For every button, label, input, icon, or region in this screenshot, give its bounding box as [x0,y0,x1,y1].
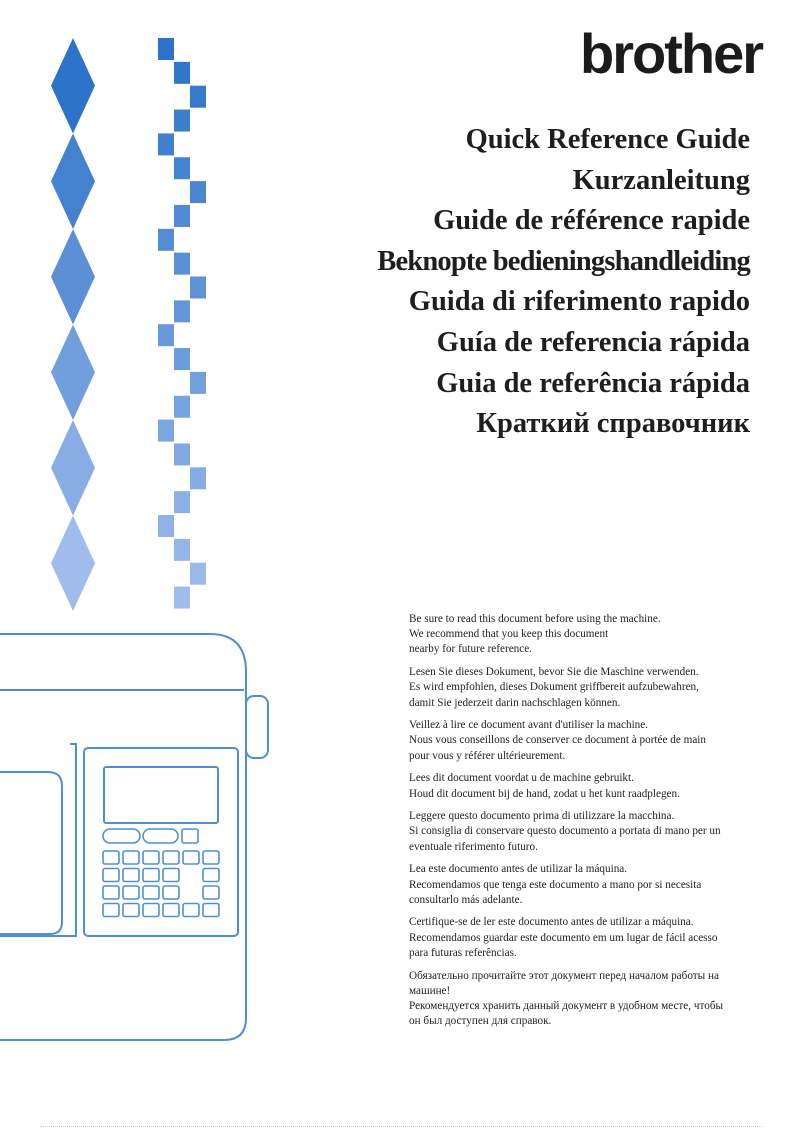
note-line: We recommend that you keep this document [409,628,609,641]
note-line: Veillez à lire ce document avant d'utiliser la machine. [409,719,649,732]
note-line: Nous vous conseillons de conserver ce document à portée de main [409,734,706,747]
panel-buttons [103,829,219,917]
panel-button-oval [143,829,178,843]
title-english: Quick Reference Guide [465,124,750,155]
machine-body-outline [0,634,246,1040]
diamond-shape [51,325,95,421]
panel-button [183,904,199,917]
note-english [409,612,759,658]
note-dutch [409,771,759,801]
square-shape [174,62,190,84]
note-line: Es wird empfohlen, dieses Dokument griffbereit aufzubewahren, [409,681,699,694]
note-line: damit Sie jederzeit darin nachschlagen können. [409,696,621,709]
note-line: Lees dit document voordat u de machine gebruikt. [409,772,634,785]
panel-button [163,851,179,864]
note-line: Lesen Sie dieses Dokument, bevor Sie die Maschine verwenden. [409,666,699,679]
square-shape [190,563,206,585]
note-italian [409,809,759,855]
panel-button-oval [103,829,140,843]
usage-notes [409,612,759,1037]
title-spanish: Guía de referencia rápida [436,326,750,358]
panel-button [163,904,179,917]
square-shape [174,157,190,179]
square-shape [158,133,174,155]
note-line: машине! [409,984,451,997]
panel-button [103,886,119,899]
panel-button [143,886,159,899]
note-line: Recomendamos que tenga este documento a mano por si necesita [409,878,702,891]
square-shape [158,420,174,442]
bottom-rule [40,1126,762,1127]
square-shape [190,467,206,489]
panel-button [203,904,219,917]
note-line: Lea este documento antes de utilizar la máquina. [409,863,628,876]
panel-button [103,869,119,882]
note-line: Recomendamos guardar este documento em um lugar de fácil acesso [409,931,718,944]
note-line: Leggere questo documento prima di utilizzare la macchina. [409,810,675,823]
panel-button [143,851,159,864]
panel-button [183,851,199,864]
title-french: Guide de référence rapide [433,205,750,237]
title-russian: Краткий справочник [476,408,750,440]
square-shape [190,372,206,394]
square-pattern [158,38,206,609]
panel-button [123,904,139,917]
diamond-shape [51,134,95,230]
panel-button [182,829,198,843]
note-line: consultarlo más adelante. [409,893,523,906]
note-spanish [409,862,759,908]
panel-button [203,869,219,882]
square-shape [190,277,206,299]
note-line: Be sure to read this document before using the machine. [409,613,661,625]
diamond-shape [51,516,95,612]
note-line: eventuale riferimento futuro. [409,840,538,853]
square-shape [174,491,190,513]
note-line: Обязательно прочитайте этот документ перед началом работы на [409,969,719,982]
square-shape [174,253,190,275]
square-shape [174,539,190,561]
diamond-shape [51,38,95,134]
panel-button [143,904,159,917]
diamond-pattern [51,38,95,611]
sewing-machine-outline [0,634,268,1040]
panel-button [203,851,219,864]
diamond-shape [51,420,95,516]
panel-button [123,886,139,899]
title-italian: Guida di riferimento rapido [408,286,750,318]
note-russian [409,969,759,1030]
note-german [409,665,759,711]
note-line: nearby for future reference. [409,643,532,656]
panel-button [103,851,119,864]
title-german: Kurzanleitung [572,164,750,196]
handwheel-outline [246,696,268,758]
square-shape [190,86,206,108]
panel-button [123,851,139,864]
panel-button [163,886,179,899]
panel-button [103,904,119,917]
panel-button [123,869,139,882]
square-shape [174,348,190,370]
square-shape [174,443,190,465]
title-block [377,120,750,445]
square-shape [174,396,190,418]
title-portuguese: Guia de referência rápida [436,367,750,399]
brother-logo: brother [580,22,762,85]
panel-button [163,869,179,882]
needle-area-outline [0,772,62,934]
square-shape [158,515,174,537]
square-shape [158,38,174,60]
note-line: Рекомендуется хранить данный документ в удобном месте, чтобы [409,999,724,1012]
title-dutch: Beknopte bedieningshandleiding [377,245,750,277]
note-line: он был доступен для справок. [409,1015,552,1028]
diamond-shape [51,229,95,325]
note-line: pour vous y référer ultérieurement. [409,749,566,762]
square-shape [158,229,174,251]
note-french [409,718,759,764]
note-line: Certifique-se de ler este documento antes de utilizar a máquina. [409,916,694,929]
panel-button [203,886,219,899]
square-shape [174,205,190,227]
note-portuguese [409,915,759,961]
note-line: Houd dit document bij de hand, zodat u het kunt raadplegen. [409,787,680,800]
square-shape [174,110,190,132]
square-shape [190,181,206,203]
lcd-screen-outline [104,767,218,823]
square-shape [174,587,190,609]
square-shape [158,324,174,346]
note-line: Si consiglia di conservare questo documento a portata di mano per un [409,825,721,838]
note-line: para futuras referências. [409,946,517,959]
square-shape [174,300,190,322]
panel-button [143,869,159,882]
